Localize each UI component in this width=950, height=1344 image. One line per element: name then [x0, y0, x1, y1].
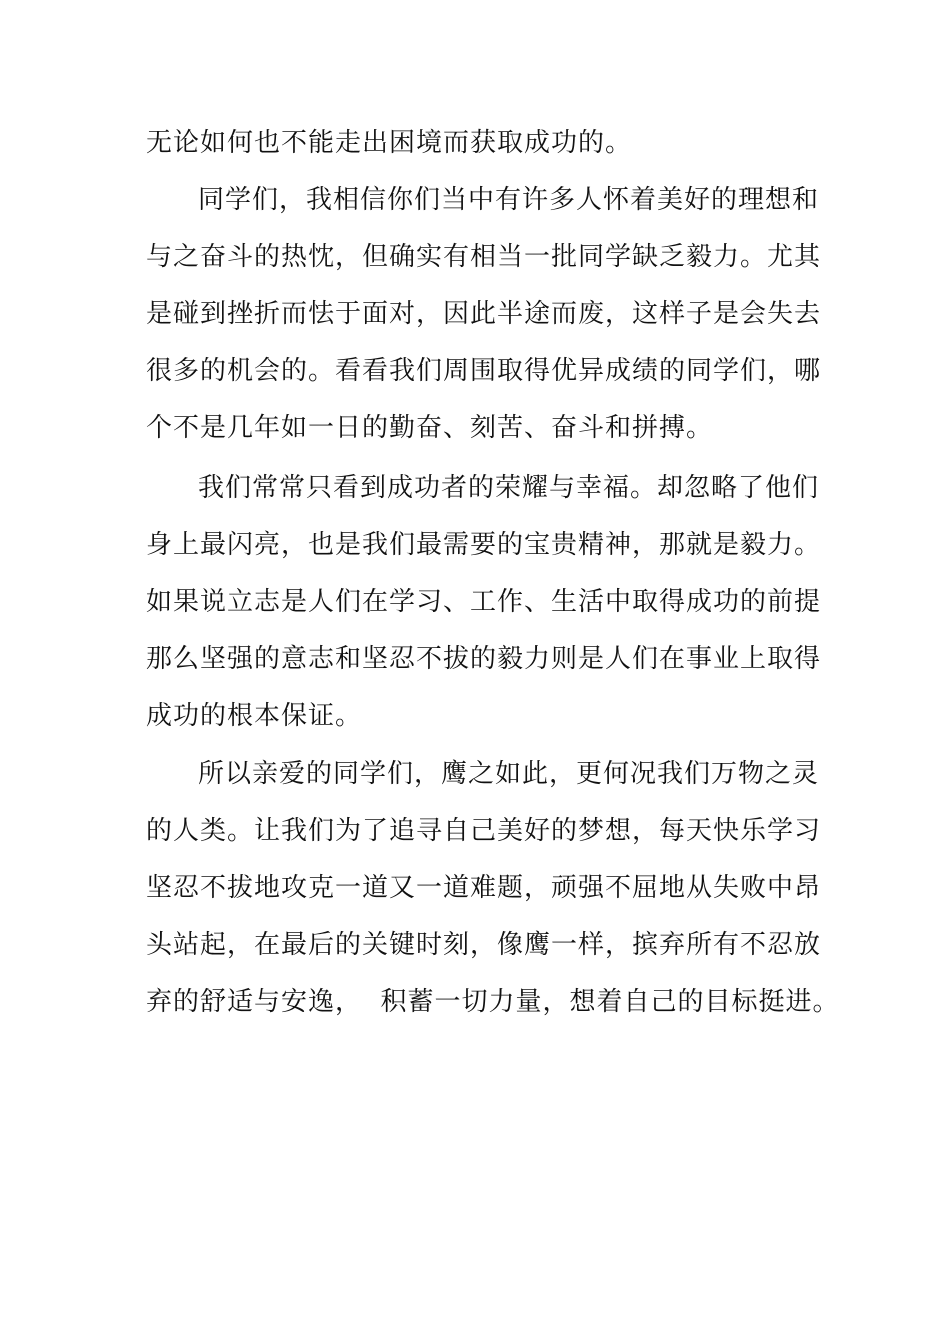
text-line: 很多的机会的。看看我们周围取得优异成绩的同学们，哪 — [146, 356, 822, 386]
text-line: 头站起，在最后的关键时刻，像鹰一样，摈弃所有不忍放 — [146, 930, 822, 960]
text-line: 身上最闪亮，也是我们最需要的宝贵精神，那就是毅力。 — [146, 530, 822, 560]
paragraph-first-line: 同学们，我相信你们当中有许多人怀着美好的理想和 — [198, 185, 820, 215]
text-line: 坚忍不拔地攻克一道又一道难题，顽强不屈地从失败中昂 — [146, 873, 822, 903]
text-line: 与之奋斗的热忱，但确实有相当一批同学缺乏毅力。尤其 — [146, 242, 822, 272]
text-line: 成功的根本保证。 — [146, 701, 363, 731]
text-line: 的人类。让我们为了追寻自己美好的梦想，每天快乐学习 — [146, 816, 822, 846]
text-line: 是碰到挫折而怯于面对，因此半途而废，这样子是会失去 — [146, 299, 822, 329]
paragraph-first-line: 所以亲爱的同学们，鹰之如此，更何况我们万物之灵 — [198, 759, 820, 789]
text-line: 那么坚强的意志和坚忍不拔的毅力则是人们在事业上取得 — [146, 644, 822, 674]
paragraph-first-line: 我们常常只看到成功者的荣耀与幸福。却忽略了他们 — [198, 473, 820, 503]
text-line: 个不是几年如一日的勤奋、刻苦、奋斗和拼搏。 — [146, 413, 714, 443]
text-line: 无论如何也不能走出困境而获取成功的。 — [146, 128, 633, 158]
text-line: 如果说立志是人们在学习、工作、生活中取得成功的前提 — [146, 587, 822, 617]
text-line: 弃的舒适与安逸， 积蓄一切力量，想着自己的目标挺进。 — [146, 987, 840, 1017]
